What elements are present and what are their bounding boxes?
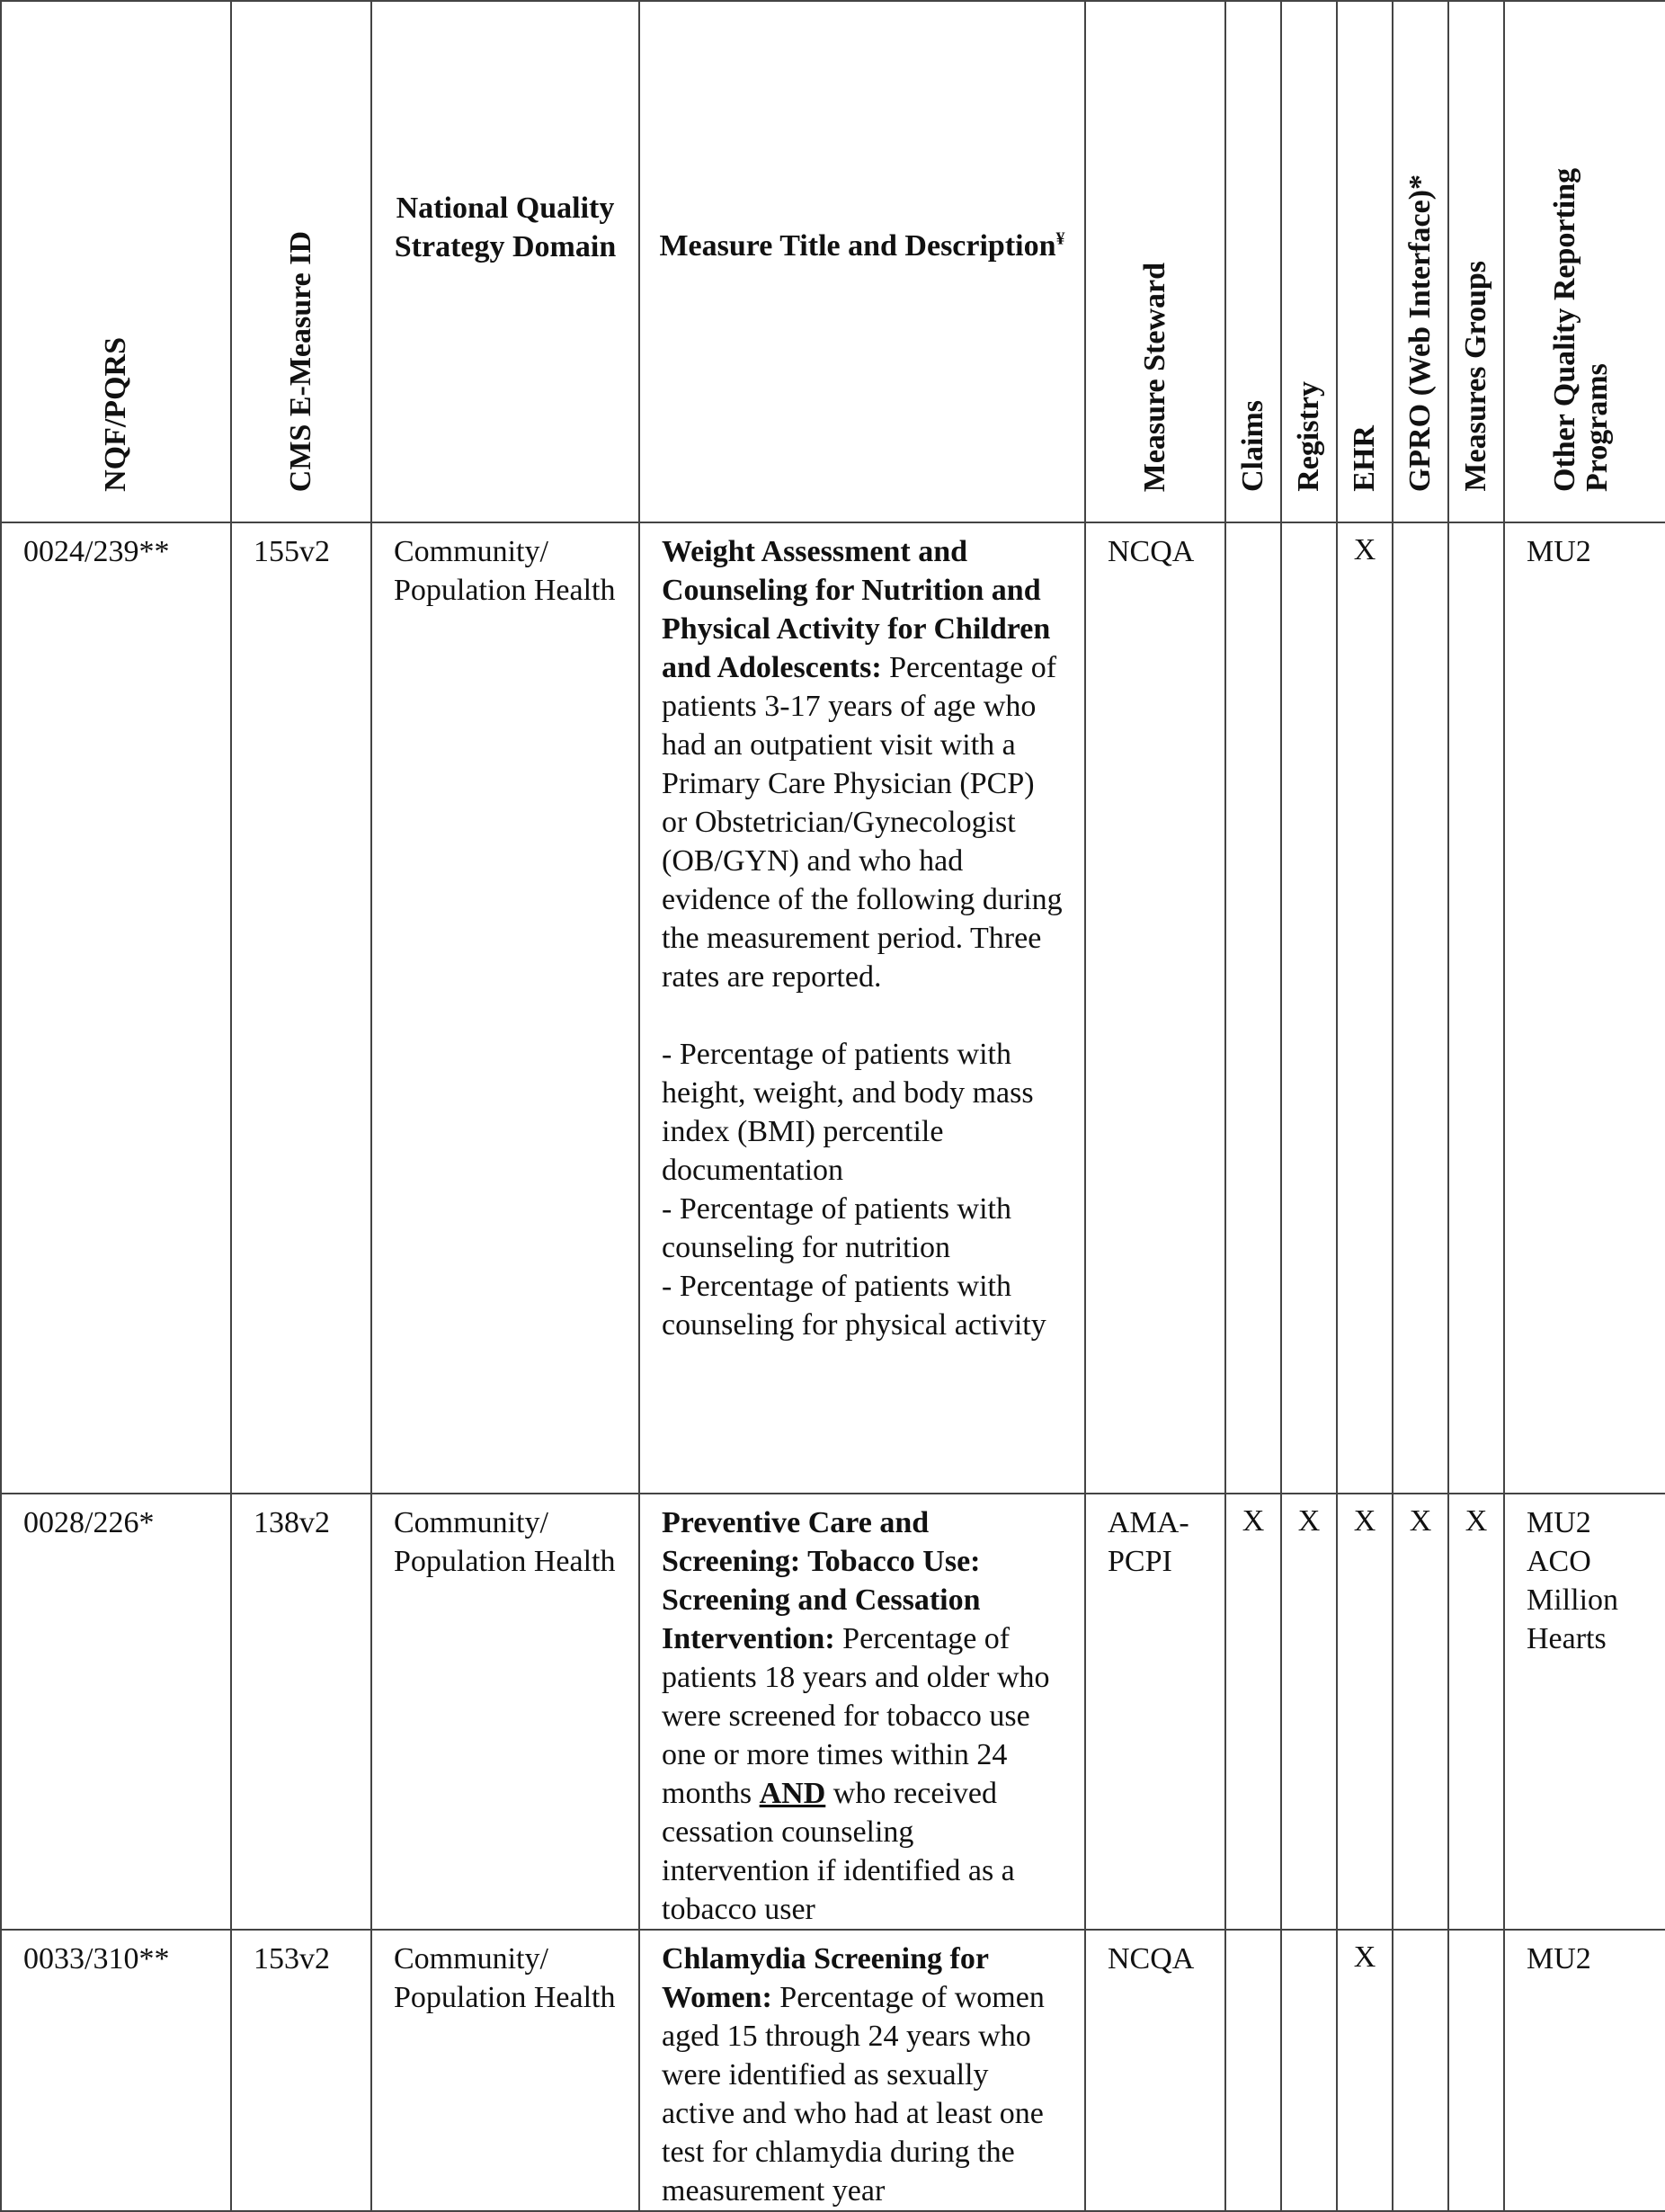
yen-footnote-mark: ¥: [1055, 228, 1065, 249]
measure-description: Percentage of patients 18 years and older who were screened for tobacco use one or more times within 24 months: [662, 1622, 1050, 1810]
cell-registry: X: [1281, 1494, 1337, 1930]
cell-other-programs: [1504, 1930, 1665, 2211]
table-row: [1, 1930, 1665, 2211]
cell-cms-id: 155v2: [231, 522, 371, 1494]
cell-steward: AMA-PCPI: [1085, 1494, 1225, 1930]
cell-domain: Community/ Population Health: [371, 522, 639, 1494]
program-item: ACO: [1527, 1545, 1591, 1578]
cell-other-programs: [1504, 1494, 1665, 1930]
measure-description: Percentage of patients 3-17 years of age who had an outpatient visit with a Primary Care Physician (PCP) or Obstetrician/Gynecologist (OB/GYN) and who had evidence of the following during the measurement period. Three rates are reported.: [662, 651, 1063, 994]
measure-title: Chlamydia Screening for Women:: [662, 1942, 989, 2014]
cell-measure-description: [639, 1494, 1085, 1930]
cell-ehr: X: [1337, 522, 1393, 1494]
header-other-programs: Other Quality Reporting Programs: [1504, 1, 1665, 522]
cell-gpro: X: [1393, 1494, 1448, 1930]
cell-nqf-pqrs: 0024/239**: [1, 522, 231, 1494]
cell-measures-groups: X: [1448, 1494, 1504, 1930]
rate-bullet: - Percentage of patients with height, weight, and body mass index (BMI) percentile documentation: [662, 1038, 1034, 1187]
header-measures-groups: Measures Groups: [1448, 1, 1504, 522]
cell-steward: NCQA: [1085, 1930, 1225, 2211]
program-item: MU2: [1527, 535, 1591, 568]
cell-claims: [1225, 522, 1281, 1494]
header-ehr: EHR: [1337, 1, 1393, 522]
measure-description-cont: who received cessation counseling intervention if identified as a tobacco user: [662, 1777, 1015, 1926]
program-item: MU2: [1527, 1942, 1591, 1976]
cell-claims: X: [1225, 1494, 1281, 1930]
cell-measure-description: [639, 1930, 1085, 2211]
header-gpro: GPRO (Web Interface)*: [1393, 1, 1448, 522]
measure-description: Percentage of women aged 15 through 24 years who were identified as sexually active and who had at least one test for chlamydia during the measurement year: [662, 1981, 1045, 2208]
cell-nqf-pqrs: 0028/226*: [1, 1494, 231, 1930]
cell-ehr: X: [1337, 1494, 1393, 1930]
table-row: [1, 1494, 1665, 1930]
cell-claims: [1225, 1930, 1281, 2211]
program-item: Million Hearts: [1527, 1583, 1619, 1655]
cell-gpro: [1393, 522, 1448, 1494]
measure-title: Weight Assessment and Counseling for Nutrition and Physical Activity for Children and Adolescents:: [662, 535, 1051, 684]
cell-domain: Community/ Population Health: [371, 1930, 639, 2211]
header-claims: Claims: [1225, 1, 1281, 522]
cell-domain: Community/ Population Health: [371, 1494, 639, 1930]
cell-cms-id: 138v2: [231, 1494, 371, 1930]
cell-steward: NCQA: [1085, 522, 1225, 1494]
paragraph-spacer: [662, 996, 1066, 1035]
cell-gpro: [1393, 1930, 1448, 2211]
emphasis-and: AND: [759, 1777, 826, 1810]
cell-measures-groups: [1448, 1930, 1504, 2211]
header-measure-title: Measure Title and Description¥: [639, 1, 1085, 522]
rate-bullet: - Percentage of patients with counseling for nutrition: [662, 1192, 1011, 1264]
cell-registry: [1281, 1930, 1337, 2211]
rate-bullet: - Percentage of patients with counseling for physical activity: [662, 1270, 1046, 1342]
cell-measures-groups: [1448, 522, 1504, 1494]
header-cms-emeasure-id: CMS E-Measure ID: [231, 1, 371, 522]
cell-registry: [1281, 522, 1337, 1494]
cell-nqf-pqrs: 0033/310**: [1, 1930, 231, 2211]
cell-measure-description: [639, 522, 1085, 1494]
cell-other-programs: [1504, 522, 1665, 1494]
table-row: [1, 522, 1665, 1494]
header-nqs-domain: National Quality Strategy Domain: [371, 1, 639, 522]
header-registry: Registry: [1281, 1, 1337, 522]
header-nqf-pqrs: NQF/PQRS: [1, 1, 231, 522]
cell-cms-id: 153v2: [231, 1930, 371, 2211]
header-measure-steward: Measure Steward: [1085, 1, 1225, 522]
cell-ehr: X: [1337, 1930, 1393, 2211]
program-item: MU2: [1527, 1506, 1591, 1539]
header-row: [1, 1, 1665, 522]
measure-title: Preventive Care and Screening: Tobacco Use: Screening and Cessation Intervention:: [662, 1506, 981, 1655]
